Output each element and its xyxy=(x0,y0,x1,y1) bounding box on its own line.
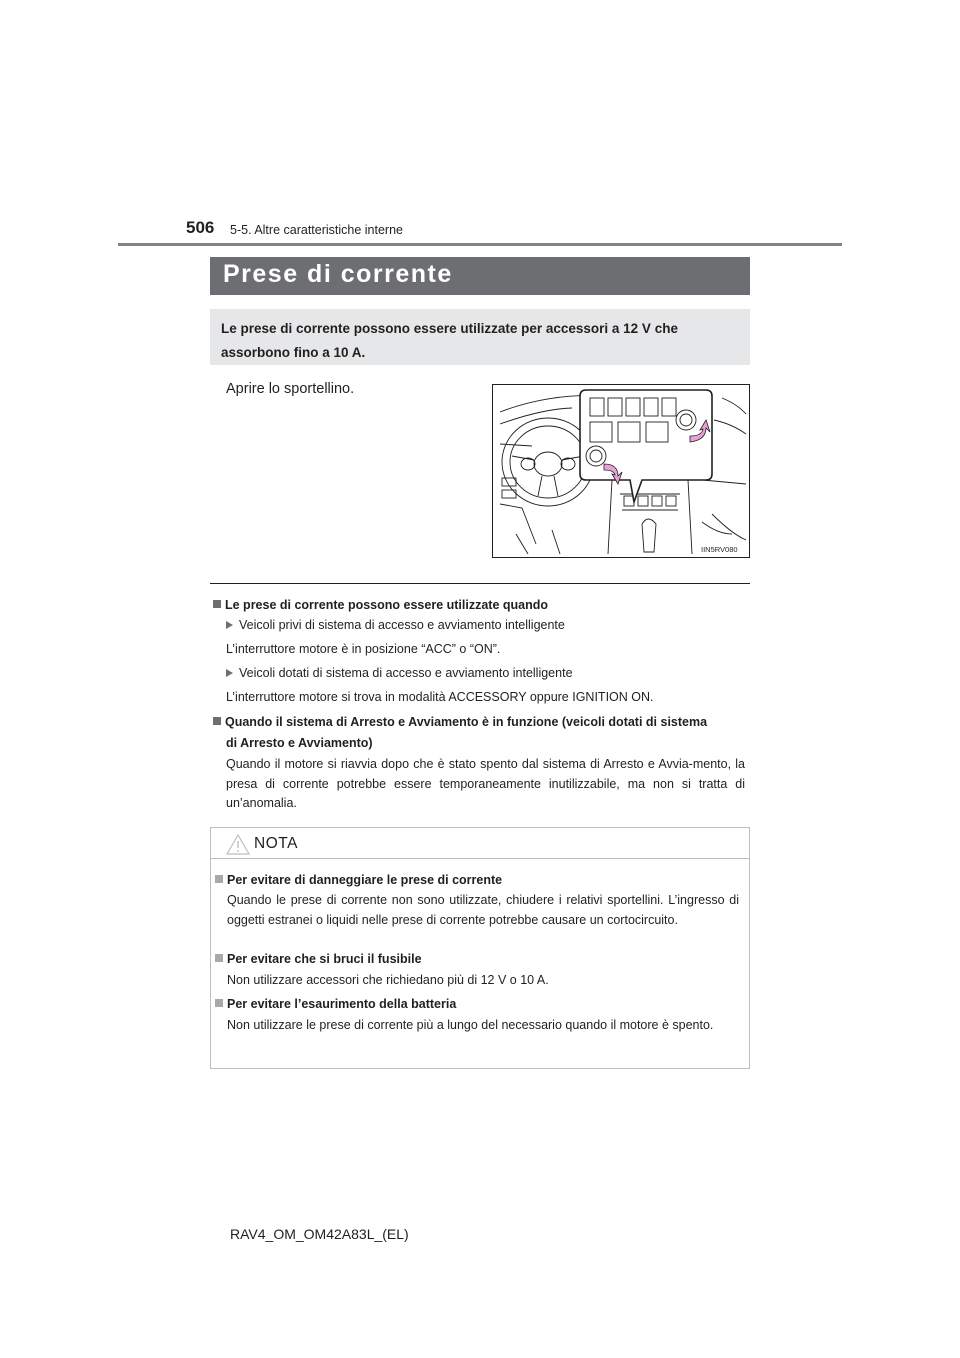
note-item-text: Non utilizzare accessori che richiedano più di 12 V o 10 A. xyxy=(227,973,549,987)
note-square-icon xyxy=(215,999,223,1007)
page-number: 506 xyxy=(186,218,215,237)
note-item-title: Per evitare di danneggiare le prese di corrente xyxy=(215,870,502,891)
intro-text: Le prese di corrente possono essere utilizzate per accessori a 12 V che assorbono fino a 10 A. xyxy=(221,321,678,360)
section-square-icon xyxy=(213,600,221,608)
note-item-text: Quando le prese di corrente non sono utilizzate, chiudere i relativi sportellini. L’ingresso di oggetti estranei o liquidi nelle prese di corrente potrebbe causare un cortocircuito. xyxy=(227,893,739,927)
power-outlet-location-illustration xyxy=(492,384,750,558)
note-item-title: Per evitare l’esaurimento della batteria xyxy=(215,994,456,1015)
section-title-stop-start: Quando il sistema di Arresto e Avviamento è in funzione (veicoli dotati di sistema xyxy=(213,712,749,733)
triangle-bullet-icon xyxy=(226,669,233,677)
section-title-stop-start-line2: di Arresto e Avviamento) xyxy=(226,736,373,750)
note-box xyxy=(210,827,750,1069)
header-divider xyxy=(118,243,842,246)
bullet-with-smart-key: Veicoli dotati di sistema di accesso e avviamento intelligente xyxy=(226,664,746,684)
triangle-bullet-icon xyxy=(226,621,233,629)
note-item-text: Non utilizzare le prese di corrente più a lungo del necessario quando il motore è spento. xyxy=(227,1018,714,1032)
section-label: 5-5. Altre caratteristiche interne xyxy=(230,223,403,237)
warning-triangle-icon xyxy=(226,834,250,855)
section-square-icon xyxy=(213,717,221,725)
bullet-text: L’interruttore motore è in posizione “ACC” o “ON”. xyxy=(226,642,501,656)
page-title: Prese di corrente xyxy=(210,257,750,295)
note-title: NOTA xyxy=(254,835,298,852)
footer-document-code: RAV4_OM_OM42A83L_(EL) xyxy=(230,1226,409,1242)
note-item-title: Per evitare che si bruci il fusibile xyxy=(215,949,422,970)
section-text-stop-start: Quando il motore si riavvia dopo che è stato spento dal sistema di Arresto e Avvia-mento, la presa di corrente potrebbe essere temporaneamente inutilizzabile, ma non si tratta di un’anomalia. xyxy=(226,757,745,810)
bullet-text: L’interruttore motore si trova in modalità ACCESSORY oppure IGNITION ON. xyxy=(226,690,654,704)
illustration-code: IIN5RV080 xyxy=(701,545,738,554)
section-title-availability: Le prese di corrente possono essere utilizzate quando xyxy=(213,595,548,616)
note-square-icon xyxy=(215,954,223,962)
intro-box xyxy=(210,309,750,365)
note-square-icon xyxy=(215,875,223,883)
step-text: Aprire lo sportellino. xyxy=(226,381,355,397)
bullet-without-smart-key: Veicoli privi di sistema di accesso e avviamento intelligente xyxy=(226,616,746,636)
body-divider xyxy=(210,583,750,584)
note-divider xyxy=(211,858,749,859)
